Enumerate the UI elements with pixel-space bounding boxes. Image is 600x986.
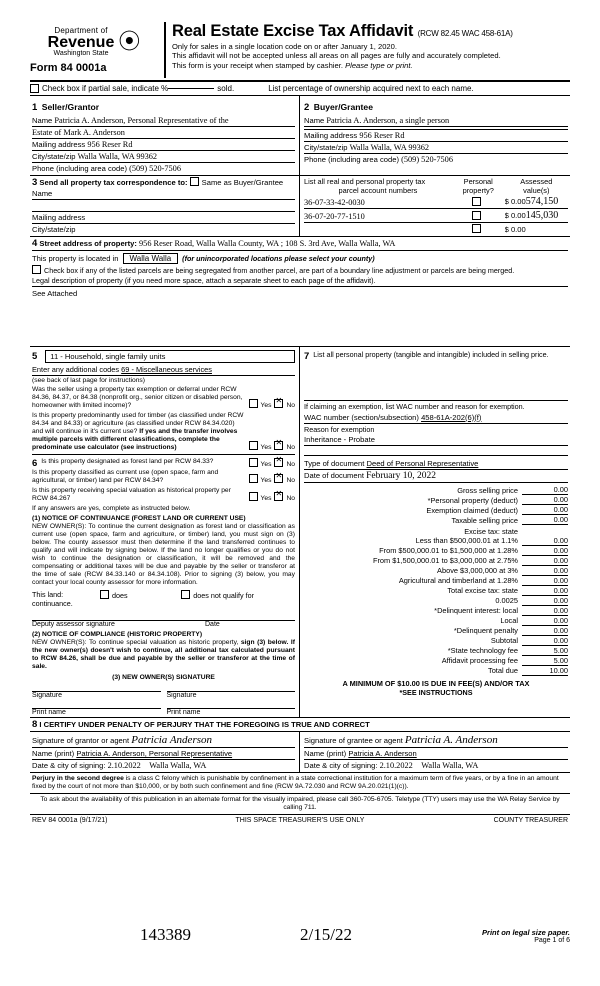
- wac-number-field[interactable]: WAC number (section/subsection) 458-61A-202(6)(f): [304, 412, 568, 424]
- seller-city-field[interactable]: City/state/zip Walla Walla, WA 99362: [32, 151, 295, 163]
- assessed-header-2: value(s): [523, 186, 550, 195]
- new-owner-sig-labels: Signature Signature: [32, 692, 197, 699]
- tax-line: Taxable selling price 0.00: [451, 515, 568, 525]
- personal-header-1: Personal: [463, 177, 493, 186]
- new-owner-print-labels: Print name Print name: [32, 709, 201, 716]
- grantee-sig-block: [300, 732, 570, 772]
- s6-q2-yes-checkbox[interactable]: [249, 474, 258, 483]
- form-header: [30, 22, 570, 82]
- parcel-personal-checkbox-cell: [452, 223, 505, 235]
- header-sub3-italic: Please type or print.: [345, 60, 413, 70]
- excise-tax-table: [304, 485, 568, 676]
- seller-mailing-field[interactable]: Mailing address 956 Reser Rd: [32, 139, 295, 151]
- section-6-q2: Is this property classified as current use (open space, farm and agricultural, or timber) land per RCW 84.34? Yes ✕ No: [32, 469, 295, 485]
- exemption-note: If claiming an exemption, list WAC number and reason for exemption.: [304, 402, 525, 411]
- grantee-city-value: Walla Walla, WA: [421, 761, 479, 770]
- parcel-assessed-field[interactable]: $ 0.00145,030: [505, 209, 568, 223]
- partial-sale-after: sold.: [217, 84, 235, 93]
- tax-line: 0.0025 0.00: [495, 595, 568, 606]
- section-8-heading-row: 8 I CERTIFY UNDER PENALTY OF PERJURY THAT THE FOREGOING IS TRUE AND CORRECT: [30, 718, 570, 732]
- parcel-number-field[interactable]: [304, 233, 452, 235]
- dept-line2: Revenue: [47, 34, 115, 51]
- q2-text: Is this property predominantly used for timber (as classified under RCW 84.34 and 84.33) or agriculture (as classified under RCW 84.34.020) and will continue in it's current use? If yes and the transfer involves multiple parcels with different classifications, complete the predominate use calculator (see instructions): [32, 412, 244, 451]
- located-in-row: This property is located in Walla Walla (for unincorporated locations please select your county): [32, 254, 375, 263]
- does-not-checkbox[interactable]: [181, 590, 190, 599]
- section-1-2: [30, 96, 570, 176]
- wac-number-value: 458-61A-202(6)(f): [421, 412, 482, 422]
- reason-value-field[interactable]: Inheritance - Probate: [304, 434, 568, 446]
- title-rcw: (RCW 82.45 WAC 458-61A): [417, 29, 513, 38]
- parcel-assessed-handwritten: 574,150: [525, 196, 559, 207]
- street-address-value: 956 Reser Road, Walla Walla County, WA ; 108 S. 3rd Ave, Walla Walla, WA: [139, 239, 396, 248]
- seller-block: [30, 96, 300, 175]
- timber-question-row: [32, 412, 295, 455]
- section-6-q1: 6 Is this property designated as forest land per RCW 84.33? Yes ✕ No: [32, 455, 295, 469]
- parcel-personal-checkbox[interactable]: [472, 224, 481, 233]
- buyer-mailing-value: 956 Reser Rd: [359, 131, 405, 140]
- stamp-date: 2/15/22: [300, 925, 352, 944]
- minimum-due-note: A MINIMUM OF $10.00 IS DUE IN FEE(S) AND/OR TAX: [342, 678, 530, 688]
- street-address-row[interactable]: 4 Street address of property: 956 Reser Road, Walla Walla County, WA ; 108 S. 3rd Ave, Walla Walla, WA: [32, 238, 568, 251]
- table-row: [304, 209, 568, 223]
- corr-name-field[interactable]: Name: [32, 188, 295, 200]
- tax-line: *Delinquent penalty 0.00: [453, 625, 568, 636]
- tax-line: Total excise tax: state 0.00: [447, 585, 568, 596]
- grantor-date-field[interactable]: Date & city of signing: 2.10.2022 Walla Walla, WA: [32, 761, 207, 770]
- reason-extra-line[interactable]: [304, 446, 568, 456]
- tax-line: Subtotal 0.00: [490, 635, 568, 646]
- buyer-name-value: Patricia A. Anderson, a single person: [326, 116, 450, 125]
- ownership-note: List percentage of ownership acquired next to each name.: [268, 84, 474, 93]
- availability-notice: To ask about the availability of this publication in an alternate format for the visually impaired, please call 360-705-6705. Teletype (TTY) users may use the WA Relay Service by calling 711.: [30, 794, 570, 815]
- tax-line: Gross selling price 0.00: [457, 485, 568, 495]
- q1-answer[interactable]: Yes ✕ No: [246, 399, 295, 410]
- parcel-assessed-field[interactable]: $ 0.00574,150: [505, 195, 568, 209]
- buyer-city-value: Walla Walla, WA 99362: [349, 143, 430, 152]
- notice-compliance-body: NEW OWNER(S): To continue special valuation as historic property, sign (3) below. If the new owner(s) doesn't wish to continue, all additional tax calculated pursuant to RCW 84.26, shall be due and payable by the seller or transferor at the time of sale.: [32, 639, 295, 670]
- section-7: [300, 347, 570, 717]
- s6-q1-yes-checkbox[interactable]: [249, 458, 258, 467]
- seller-name-field-2[interactable]: Estate of Mark A. Anderson: [32, 127, 295, 139]
- parcel-personal-checkbox-cell: [452, 196, 505, 209]
- page-title: Real Estate Excise Tax Affidavit (RCW 82.45 WAC 458-61A): [172, 22, 513, 40]
- treasurer-use-label: THIS SPACE TREASURER'S USE ONLY: [235, 817, 365, 824]
- notice-compliance-title: (2) NOTICE OF COMPLIANCE (HISTORIC PROPERTY): [32, 631, 203, 638]
- notice-continuance-body: NEW OWNER(S): To continue the current designation as forest land or classification as current use (open space, farm and agriculture, or timber) land, you must sign on (3) below. The county assessor must then determine if the land transferred continues to qualify and will indicate by signing below. If the land no longer qualifies or you do not wish to continue the designation or classification, it will be removed and the compensating or additional taxes will be due and payable by the seller or transferor at the time of sale (RCW 84.33.140 or 84.34.108). Prior to signing (3) below, you may contact your local county assessor for more information.: [32, 523, 295, 586]
- s6-q3-yes-checkbox[interactable]: [249, 492, 258, 501]
- this-land-row: This land: continuance. does does not qualify for: [32, 590, 254, 608]
- grantor-date-value: 2.10.2022: [107, 761, 141, 770]
- corr-city-field[interactable]: City/state/zip: [32, 225, 76, 234]
- doc-type-value: Deed of Personal Representative: [366, 459, 479, 469]
- reason-label: Reason for exemption: [304, 424, 375, 434]
- buyer-block: [300, 96, 570, 175]
- parcel-block: [300, 176, 570, 236]
- grantor-name-field[interactable]: Name (print) Patricia A. Anderson, Personal Representative: [32, 748, 295, 760]
- notice-continuance-title: (1) NOTICE OF CONTINUANCE (FOREST LAND OR CURRENT USE): [32, 515, 246, 522]
- buyer-heading: 2 Buyer/Grantee: [304, 102, 373, 113]
- tax-line: Local 0.00: [500, 615, 568, 626]
- tax-line: Excise tax: state: [464, 526, 518, 536]
- dor-logo: [30, 22, 158, 74]
- q2-yes-checkbox[interactable]: [249, 441, 258, 450]
- deputy-assessor-labels: Deputy assessor signature Date: [32, 621, 220, 628]
- header-subtext: [172, 42, 570, 70]
- partial-sale-checkbox[interactable]: [30, 84, 39, 93]
- personal-property-box[interactable]: [304, 362, 568, 401]
- located-in-value[interactable]: Walla Walla: [123, 253, 179, 264]
- doc-date-field[interactable]: Date of document February 10, 2022: [304, 470, 568, 483]
- table-row: [304, 195, 568, 209]
- tax-line: Exemption claimed (deduct) 0.00: [426, 505, 568, 515]
- dept-line3: Washington State: [53, 50, 109, 57]
- tax-line: From $1,500,000.01 to $3,000,000 at 2.75% 0.00: [372, 555, 568, 566]
- section7-heading: 7 List all personal property (tangible and intangible) included in selling price.: [304, 350, 549, 362]
- doc-type-field[interactable]: Type of document Deed of Personal Representative: [304, 456, 568, 470]
- section-5: [30, 347, 300, 717]
- use-code-row: 5 11 - Household, single family units: [32, 348, 295, 365]
- corr-mailing-field[interactable]: Mailing address: [32, 212, 295, 224]
- parcel-number-field[interactable]: 36-07-20-77-1510: [304, 211, 452, 223]
- assessed-header-1: Assessed: [520, 177, 553, 186]
- parcel-assessed-field[interactable]: $ 0.00: [504, 225, 526, 234]
- page-number: Page 1 of 6: [534, 937, 570, 944]
- legal-desc-box[interactable]: [32, 287, 568, 345]
- parcel-table-header: [304, 177, 568, 195]
- deputy-assessor-sigline[interactable]: [32, 608, 295, 621]
- section-4: [30, 237, 570, 347]
- section3-heading: 3 Send all property tax correspondence to: Same as Buyer/Grantee: [32, 177, 284, 188]
- grantee-date-field[interactable]: Date & city of signing: 2.10.2022 Walla Walla, WA: [304, 761, 479, 770]
- s6-q1-no-checkbox[interactable]: [274, 458, 283, 467]
- grantor-name-value: Patricia A. Anderson, Personal Representative: [76, 749, 233, 758]
- located-note: (for unincorporated locations please select your county): [182, 254, 375, 263]
- legal-desc-label: Legal description of property (if you need more space, attach a separate sheet to each page of the affidavit).: [32, 276, 568, 287]
- rev-number: REV 84 0001a (9/17/21): [32, 817, 108, 824]
- parcel-assessed-handwritten: 145,030: [525, 210, 559, 221]
- buyer-phone-value: (509) 520-7506: [401, 155, 453, 164]
- seller-phone-value: (509) 520-7506: [129, 164, 181, 173]
- section-3: [30, 176, 570, 237]
- parcel-number-field[interactable]: 36-07-33-42-0030: [304, 197, 452, 209]
- form-footer: [30, 815, 570, 826]
- tax-line: From $500,000.01 to $1,500,000 at 1.28% 0.00: [379, 545, 568, 556]
- section-6-q3: Is this property receiving special valuation as historical property per RCW 84.267 Yes ✕ No: [32, 487, 295, 503]
- tax-line: *State technology fee 5.00: [447, 645, 568, 656]
- additional-codes-value: 69 - Miscellaneous services: [121, 365, 212, 374]
- receipt-number: 143389: [140, 925, 191, 944]
- tax-line: Total due 10.00: [488, 665, 568, 676]
- seller-name-value: Patricia A. Anderson, Personal Representative of the: [54, 116, 229, 125]
- see-instructions-note: *SEE INSTRUCTIONS: [399, 687, 473, 697]
- revenue-swirl-icon: ⦿: [118, 28, 141, 54]
- correspondence-block: [30, 176, 300, 236]
- tax-line: Agricultural and timberland at 1.28% 0.00: [398, 575, 568, 586]
- buyer-city-field[interactable]: City/state/zip Walla Walla, WA 99362: [304, 142, 568, 154]
- corr-spacer: [32, 200, 295, 212]
- grantee-signature-value: Patricia A. Anderson: [404, 734, 498, 746]
- personal-header-2: property?: [462, 186, 494, 195]
- buyer-phone-field[interactable]: Phone (including area code) (509) 520-7506: [304, 155, 453, 164]
- header-sub3: This form is your receipt when stamped by cashier.: [172, 60, 343, 70]
- s6-q1-answer[interactable]: Yes ✕ No: [249, 458, 295, 469]
- table-row: [304, 223, 568, 235]
- grantor-city-value: Walla Walla, WA: [149, 761, 207, 770]
- grantor-sig-block: [30, 732, 300, 772]
- header-sub1: Only for sales in a single location code on or after January 1, 2020.: [172, 42, 397, 51]
- header-sub2: This affidavit will not be accepted unless all areas on all pages are fully and accurately completed.: [172, 51, 501, 61]
- parcel-personal-checkbox[interactable]: [472, 211, 481, 220]
- seller-mailing-value: 956 Reser Rd: [87, 140, 133, 149]
- s6-q2-answer[interactable]: Yes ✕ No: [249, 474, 295, 485]
- legal-desc-value: See Attached: [32, 289, 78, 298]
- grantee-sig-field[interactable]: Signature of grantee or agent Patricia A. Anderson: [304, 733, 568, 748]
- new-owner-signature-title: (3) NEW OWNER(S) SIGNATURE: [112, 674, 215, 681]
- seller-city-value: Walla Walla, WA 99362: [77, 152, 158, 161]
- buyer-mailing-field[interactable]: Mailing address 956 Reser Rd: [304, 130, 568, 142]
- q2-answer[interactable]: Yes ✕ No: [246, 441, 295, 452]
- grantor-signature-value: Patricia Anderson: [131, 734, 212, 746]
- partial-sale-label: Check box if partial sale, indicate %: [42, 84, 169, 93]
- exemption-question-row: [32, 386, 295, 410]
- county-treasurer-label: COUNTY TREASURER: [493, 817, 568, 824]
- form-number: Form 84 0001a: [30, 62, 107, 74]
- parcel-header-1: List all real and personal property tax: [304, 177, 426, 186]
- segregated-row: Check box if any of the listed parcels are being segregated from another parcel, are part of a boundary line adjustment or parcels are being merged.: [32, 265, 568, 276]
- same-as-buyer-checkbox[interactable]: [190, 177, 199, 186]
- tax-line: Affidavit processing fee 5.00: [441, 655, 568, 666]
- grantee-date-value: 2.10.2022: [379, 761, 413, 770]
- grantor-sig-field[interactable]: Signature of grantor or agent Patricia Anderson: [32, 733, 295, 748]
- grantee-name-value: Patricia A. Anderson: [348, 749, 417, 758]
- parcel-personal-checkbox[interactable]: [472, 197, 481, 206]
- partial-sale-row: [30, 82, 570, 96]
- segregated-checkbox[interactable]: [32, 265, 41, 274]
- s6-q3-answer[interactable]: Yes ✕ No: [249, 492, 295, 503]
- print-instructions: Print on legal size paper. Page 1 of 6: [482, 928, 570, 944]
- q1-text: Was the seller using a property tax exemption or deferral under RCW 84.36, 84.37, or 84.38 (nonprofit org., senior citizen or disabled person, homeowner with limited income)?: [32, 386, 243, 409]
- parcel-header-2: parcel account numbers: [338, 186, 418, 195]
- q1-no-checkbox[interactable]: [274, 399, 283, 408]
- perjury-notice: Perjury in the second degree is a class C felony which is punishable by confinement in a state correctional institution for a maximum term of five years, or by a fine in an amount fixed by the court of not more than $10,000, or by both such confinement and fine (RCW 9A.72.030 and RCW 9A.20.021(1)(c)).: [30, 773, 570, 794]
- seller-phone-field[interactable]: Phone (including area code) (509) 520-7506: [32, 164, 181, 173]
- parcel-table: [304, 177, 568, 235]
- buyer-name-field[interactable]: Name Patricia A. Anderson, a single person: [304, 115, 568, 127]
- doc-date-value: February 10, 2022: [366, 471, 436, 482]
- tax-line: *Personal property (deduct) 0.00: [427, 495, 568, 505]
- tax-line: *Delinquent interest: local 0.00: [434, 605, 568, 616]
- q1-yes-checkbox[interactable]: [249, 399, 258, 408]
- dept-line1: Department of: [54, 26, 108, 35]
- additional-codes-note: (see back of last page for instructions): [32, 377, 145, 384]
- excise-tax-affidavit-form: [30, 22, 570, 826]
- tax-line: Above $3,000,000 at 3% 0.00: [437, 565, 568, 576]
- s6-q2-no-checkbox[interactable]: [274, 474, 283, 483]
- section-5-7: [30, 347, 570, 718]
- seller-heading: 1 Seller/Grantor: [32, 102, 100, 113]
- tax-line: Less than $500,000.01 at 1.1% 0.00: [415, 535, 568, 546]
- parcel-personal-checkbox-cell: [452, 210, 505, 223]
- header-divider: [164, 22, 166, 78]
- does-checkbox[interactable]: [100, 590, 109, 599]
- partial-sale-percent[interactable]: [168, 88, 214, 89]
- seller-name-field[interactable]: Name Patricia A. Anderson, Personal Representative of the: [32, 115, 295, 127]
- q2-no-checkbox[interactable]: [274, 441, 283, 450]
- section-8: [30, 732, 570, 773]
- s6-q3-no-checkbox[interactable]: [274, 492, 283, 501]
- section-6-note: If any answers are yes, complete as instructed below.: [32, 505, 191, 512]
- additional-codes-row[interactable]: Enter any additional codes 69 - Miscellaneous services: [32, 365, 295, 376]
- grantee-name-field[interactable]: Name (print) Patricia A. Anderson: [304, 748, 568, 760]
- use-code-value[interactable]: 11 - Household, single family units: [45, 350, 295, 363]
